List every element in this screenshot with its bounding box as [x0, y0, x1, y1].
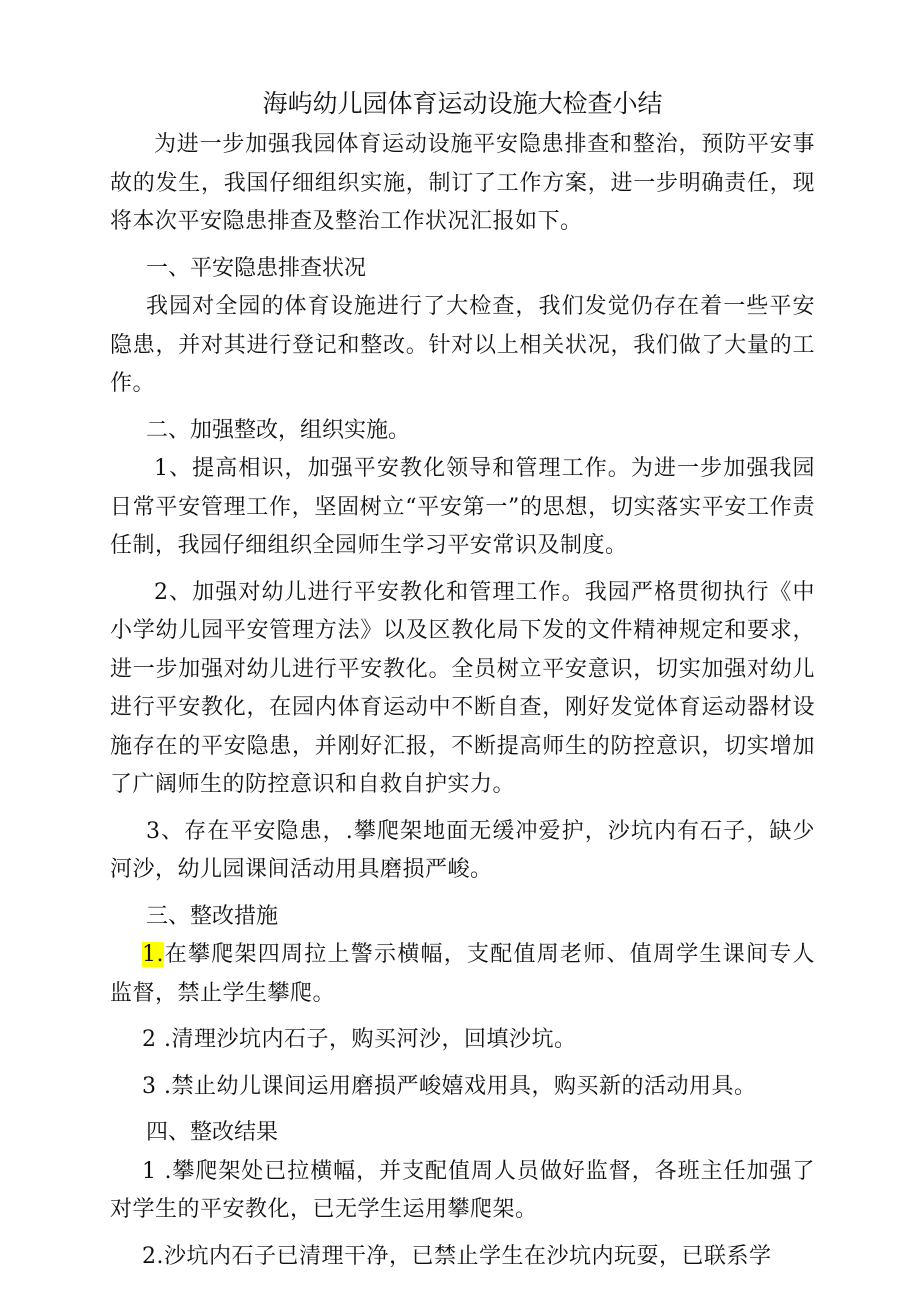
highlighted-number: 1. — [142, 942, 164, 967]
section2-item3: 3、存在平安隐患，.攀爬架地面无缓冲爱护，沙坑内有石子，缺少河沙，幼儿园课间活动用具磨损严峻。 — [110, 818, 815, 882]
section4-heading: 四、整改结果 — [146, 1120, 279, 1145]
spacer — [110, 566, 815, 574]
section3-item3: 3 .禁止幼儿课间运用磨损严峻嬉戏用具，购买新的活动用具。 — [142, 1073, 757, 1099]
spacer — [110, 805, 815, 813]
section3-item1-text: 在攀爬架四周拉上警示横幅，支配值周老师、值周学生课间专人监督，禁止学生攀爬。 — [110, 942, 815, 1006]
section1-body: 我园对全园的体育设施进行了大检查，我们发觉仍存在着一些平安隐患，并对其进行登记和整改。针对以上相关状况，我们做了大量的工作。 — [110, 294, 815, 396]
section3-item1 — [110, 936, 815, 1013]
section4-item1: 1 .攀爬架处已拉横幅，并支配值周人员做好监督，各班主任加强了对学生的平安教化，已无学生运用攀爬架。 — [110, 1158, 815, 1222]
spacer — [110, 1230, 815, 1238]
spacer — [110, 242, 815, 250]
section2-heading: 二、加强整改，组织实施。 — [146, 417, 411, 443]
document-title: 海屿幼儿园体育运动设施大检查小结 — [262, 89, 663, 118]
section2-item2: 2、加强对幼儿进行平安教化和管理工作。我园严格贯彻执行《中小学幼儿园平安管理方法》以及区教化局下发的文件精神规定和要求，进一步加强对幼儿进行平安教化。全员树立平安意识，切实加强对幼儿进行平安教化，在园内体育运动中不断自查，刚好发觉体育运动器材设施存在的平安隐患，并刚好汇报，不断提高师生的防控意识，切实增加了广阔师生的防控意识和自救自护实力。 — [110, 579, 815, 797]
section3-item2: 2 .清理沙坑内石子，购买河沙，回填沙坑。 — [142, 1027, 577, 1052]
spacer — [110, 890, 815, 898]
spacer — [110, 1106, 815, 1114]
spacer — [110, 1060, 815, 1068]
document-page — [110, 82, 815, 1276]
section1-heading: 一、平安隐患排查状况 — [146, 255, 367, 281]
spacer — [110, 404, 815, 412]
intro-paragraph: 为进一步加强我园体育运动设施平安隐患排查和整治，预防平安事故的发生，我国仔细组织实施，制订了工作方案，进一步明确责任，现将本次平安隐患排查及整治工作状况汇报如下。 — [110, 132, 815, 234]
section4-item2: 2.沙坑内石子已清理干净，已禁止学生在沙坑内玩耍，已联系学 — [142, 1243, 772, 1269]
spacer — [110, 1013, 815, 1021]
section2-item1: 1、提高相识，加强平安教化领导和管理工作。为进一步加强我园日常平安管理工作，坚固树立“平安第一”的思想，切实落实平安工作责任制，我园仔细组织全园师生学习平安常识及制度。 — [110, 456, 815, 558]
section3-heading: 三、整改措施 — [146, 903, 279, 929]
